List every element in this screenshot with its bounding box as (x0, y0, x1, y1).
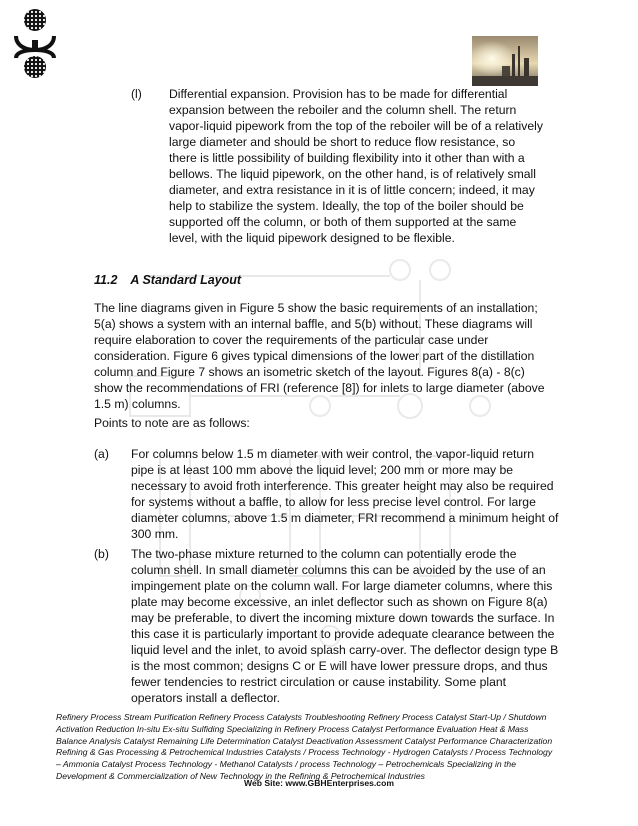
list-item-label: (a) (94, 447, 109, 461)
body-paragraph: The line diagrams given in Figure 5 show the basic requirements of an installation; 5(a) shows a system with an internal baffle, and 5(b) without. These diagrams will require elaboration to cover the requirements of the particular case under consideration. Figure 6 gives typical dimensions of the lower part of the distillation column and Figure 7 shows an isometric sketch of the layout. Figures 8(a) - 8(c) show the recommendations of FRI (reference [8]) for inlets to large diameter (above 1.5 m) columns. (94, 301, 545, 411)
list-item-label: (b) (94, 547, 109, 561)
footer-services-text: Refinery Process Stream Purification Refinery Process Catalysts Troubleshooting Refinery Process Catalyst Start-Up / Shutdown Activation Reduction In-situ Ex-situ Sulfiding Specializing in Refinery Process Catalyst Performance Evaluation Heat & Mass Balance Analysis Catalyst Remaining Life Determination Catalyst Deactivation Assessment Catalyst Performance Characterization Refining & Gas Processing & Petrochemical Industries Catalysts / Process Technology - Hydrogen Catalysts / Process Technology – Ammonia Catalyst Process Technology - Methanol Catalysts / process Technology – Petrochemicals Specializing in the Development & Commercialization of New Technology in the Refining & Petrochemical Industries (56, 712, 553, 781)
list-item-label: (l) (131, 87, 142, 101)
section-number: 11.2 (94, 273, 118, 287)
section-title: A Standard Layout (130, 273, 242, 287)
body-paragraph: Points to note are as follows: (94, 416, 250, 430)
company-logo (10, 6, 60, 80)
section-heading (94, 273, 241, 287)
list-item-text: For columns below 1.5 m diameter with weir control, the vapor-liquid return pipe is at least 100 mm above the liquid level; 200 mm or more may be necessary to avoid froth interference. This greater height may also be required for systems without a baffle, to allow for less precise level control. For large diameter columns, above 1.5 m diameter, FRI recommend a minimum height of 300 mm. (131, 447, 559, 541)
list-item-text: The two-phase mixture returned to the column can potentially erode the column shell. In small diameter columns this can be avoided by the use of an impingement plate on the column wall. For large diameter columns, where this plate may become excessive, an inlet deflector such as shown on Figure 8(a) may be preferable, to divert the incoming mixture down towards the surface. In this case it is particularly important to provide adequate clearance between the liquid level and the inlet, to avoid splash carry-over. The deflector design type B is the most common; designs C or E will have lower pressure drops, and thus fewer tendencies to restrict circulation or cause instability. Some plant operators install a deflector. (131, 547, 559, 705)
footer-website: Web Site: www.GBHEnterprises.com (244, 778, 394, 788)
list-item-text: Differential expansion. Provision has to be made for differential expansion between the reboiler and the column shell. The return vapor-liquid pipework from the top of the reboiler will be of a relatively large diameter and should be short to reduce flow resistance, so there is little possibility of building flexibility into it other than with a bellows. The liquid pipework, on the other hand, is of relatively small diameter, and extra resistance in it is of little concern; indeed, it may help to stabilize the system. Ideally, the top of the boiler should be supported off the column, or both of them supported at the same level, with the liquid pipework designed to be flexible. (169, 87, 543, 245)
refinery-photo (472, 36, 538, 86)
